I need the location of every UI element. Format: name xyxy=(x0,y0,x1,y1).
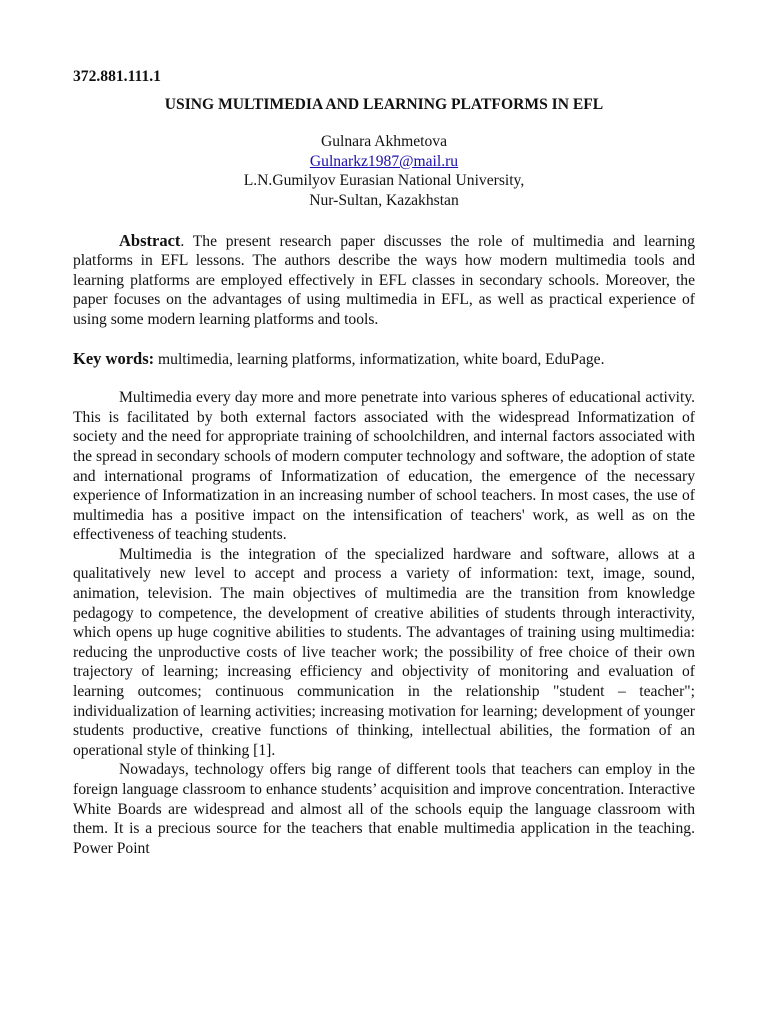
keywords-label: Key words: xyxy=(73,348,155,368)
author-email-link[interactable]: Gulnarkz1987@mail.ru xyxy=(309,152,459,170)
author-name: Gulnara Akhmetova xyxy=(320,133,447,151)
author-location: Nur-Sultan, Kazakhstan xyxy=(309,191,459,209)
udc-code: 372.881.111.1 xyxy=(73,68,161,85)
body-paragraph-2: Multimedia is the integration of the specialized hardware and software, allows at a qualitatively new level to accept and process a variety of information: text, image, sound, animation, television. The main objectives of multimedia are the transition from knowledge pedagogy to competence, the development of creative abilities of students through interactivity, which opens up huge cognitive abilities to students. The advantages of training using multimedia: reducing the unproductive costs of live teacher work; the possibility of free choice of their own trajectory of learning; increasing efficiency and objectivity of monitoring and evaluation of learning outcomes; continuous communication in the relationship "student – teacher"; individualization of learning activities; increasing motivation for learning; development of younger students productive, creative functions of thinking, intellectual abilities, the formation of an operational style of thinking [1]. xyxy=(73,545,695,759)
keywords-text: multimedia, learning platforms, informatization, white board, EduPage. xyxy=(154,350,605,368)
author-affiliation: L.N.Gumilyov Eurasian National University, xyxy=(243,172,525,190)
body-paragraph-1: Multimedia every day more and more penetrate into various spheres of educational activity. This is facilitated by both external factors associated with the widespread Informatization of society and the need for appropriate training of schoolchildren, and internal factors associated with the spread in secondary schools of modern computer technology and software, the adoption of state and international programs of Informatization of education, the emergence of the necessary experience of Informatization in an increasing number of school teachers. In most cases, the use of multimedia has a positive impact on the intensification of teachers' work, as well as on the effectiveness of teaching students. xyxy=(73,389,695,544)
paper-title: USING MULTIMEDIA AND LEARNING PLATFORMS IN EFL xyxy=(164,95,604,113)
abstract-paragraph xyxy=(73,231,695,330)
author-block xyxy=(73,132,695,210)
paper-page xyxy=(73,67,695,858)
abstract-label: Abstract xyxy=(119,230,181,250)
keywords-paragraph xyxy=(73,349,695,370)
abstract-text: . The present research paper discusses the role of multimedia and learning platforms in EFL lessons. The authors describe the ways how modern multimedia tools and learning platforms are employed effectively in EFL classes in secondary schools. Moreover, the paper focuses on the advantages of using multimedia in EFL, as well as practical experience of using some modern learning platforms and tools. xyxy=(73,232,695,328)
body-paragraph-3: Nowadays, technology offers big range of different tools that teachers can employ in the foreign language classroom to enhance students’ acquisition and improve concentration. Interactive White Boards are widespread and almost all of the schools equip the language classroom with them. It is a precious source for the teachers that enable multimedia application in the teaching. Power Point xyxy=(73,761,695,857)
